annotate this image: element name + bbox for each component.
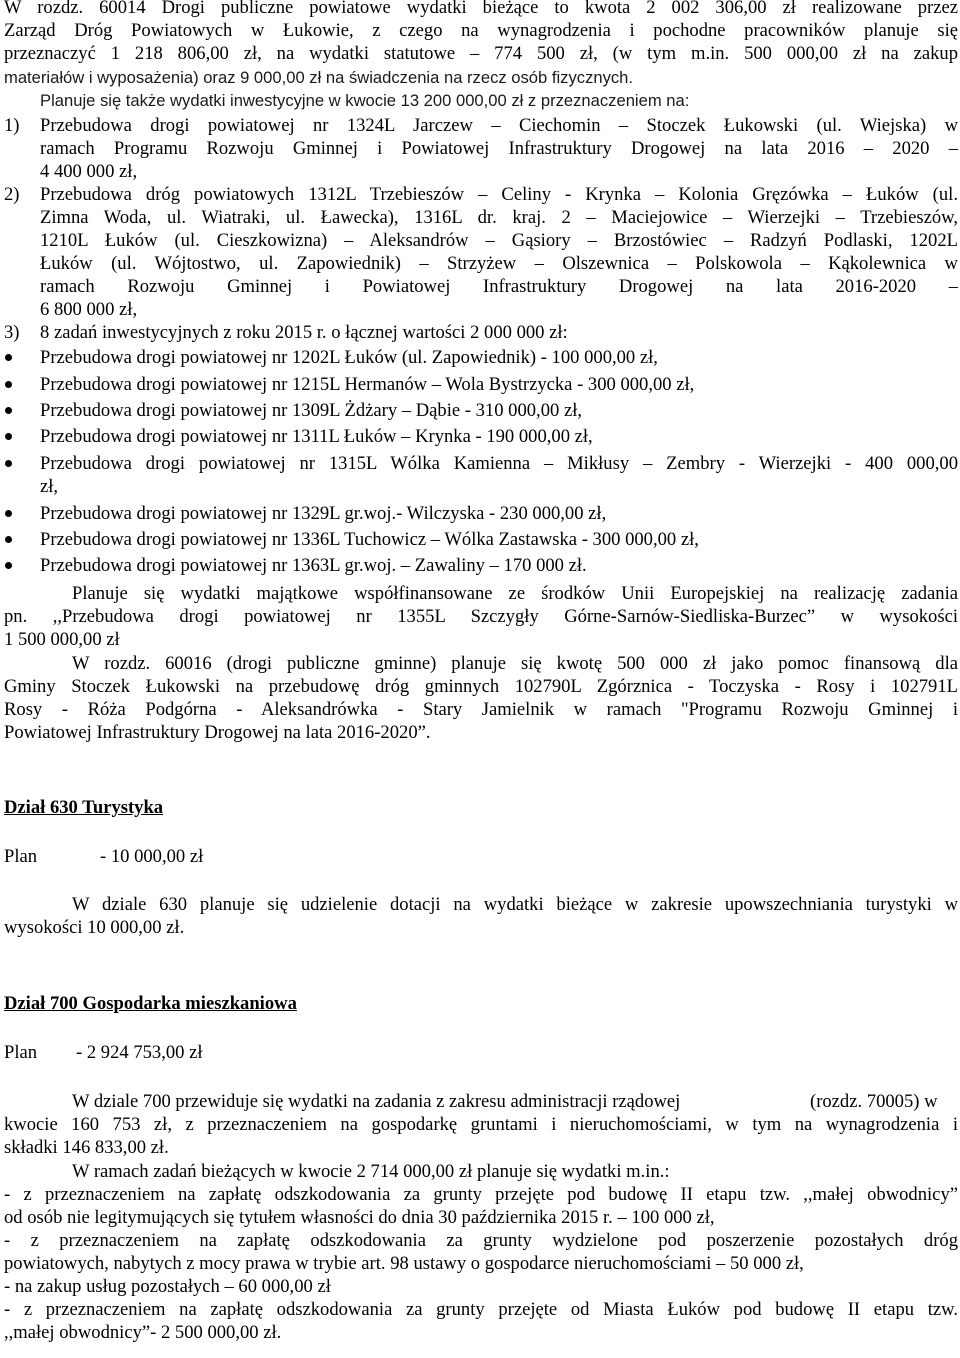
rozdz-60016-line-3: Rosy - Róża Podgórna - Aleksandrówka - Stary Jamielnik w ramach "Programu Rozwoju Gminnej i — [4, 699, 958, 720]
item-2-line-3: 1210L Łuków (ul. Cieszkowizna) – Aleksandrów – Gąsiory – Brzostówiec – Radzyń Podlaski, 1202L — [40, 230, 958, 251]
dash-item-1-line-2: od osób nie legitymujących się tytułem własności do dnia 30 października 2015 r. – 100 000 zł, — [4, 1207, 715, 1228]
bullet-dot-icon — [5, 354, 12, 361]
bullet-text: Przebudowa drogi powiatowej nr 1309L Żdżary – Dąbie - 310 000,00 zł, — [40, 400, 583, 421]
rozdz-60016-line-2: Gminy Stoczek Łukowski na przebudowę dróg gminnych 102790L Zgórznica - Toczyska - Rosy i 102791L — [4, 676, 958, 697]
eu-paragraph-line-2: pn. ,,Przebudowa drogi powiatowej nr 1355L Szczygły Górne-Sarnów-Siedliska-Burzec” w wysokości — [4, 606, 958, 627]
dash-item-4-line-1: - z przeznaczeniem na zapłatę odszkodowania za grunty przejęte od Miasta Łuków pod budowę II etapu tzw. — [4, 1299, 958, 1320]
investment-intro: Planuje się także wydatki inwestycyjne w kwocie 13 200 000,00 zł z przeznaczeniem na: — [40, 91, 690, 110]
rozdz-60016-line-4: Powiatowej Infrastruktury Drogowej na lata 2016-2020”. — [4, 722, 431, 743]
bullet-text: Przebudowa drogi powiatowej nr 1363L gr.woj. – Zawaliny – 170 000 zł. — [40, 555, 587, 576]
section-630-body-line-2: wysokości 10 000,00 zł. — [4, 917, 185, 938]
section-630-body-line-1: W dziale 630 planuje się udzielenie dotacji na wydatki bieżące w zakresie upowszechniania turystyki w — [72, 894, 958, 915]
dash-item-2-line-2: powiatowych, nabytych z mocy prawa w trybie art. 98 ustawy o gospodarce nieruchomościami – 50 000 zł, — [4, 1253, 804, 1274]
bullet-text: Przebudowa drogi powiatowej nr 1336L Tuchowicz – Wólka Zastawska - 300 000,00 zł, — [40, 529, 699, 550]
item-2-number: 2) — [4, 184, 20, 205]
paragraph-60014-line-3: przeznaczyć 1 218 806,00 zł, na wydatki statutowe – 774 500 zł, (w tym m.in. 500 000,00 zł na zakup — [4, 43, 958, 64]
item-2-line-1: Przebudowa dróg powiatowych 1312L Trzebieszów – Celiny - Krynka – Kolonia Gręzówka – Łuków (ul. — [40, 184, 958, 205]
item-2-line-2: Zimna Woda, ul. Wiatraki, ul. Ławecka), 1316L dr. kraj. 2 – Maciejowice – Wierzejki – Trzebieszów, — [40, 207, 958, 228]
dash-item-4-line-2: ,,małej obwodnicy”- 2 500 000,00 zł. — [4, 1322, 282, 1343]
bullet-text: Przebudowa drogi powiatowej nr 1329L gr.woj.- Wilczyska - 230 000,00 zł, — [40, 503, 607, 524]
paragraph-60014-line-1: W rozdz. 60014 Drogi publiczne powiatowe wydatki bieżące to kwota 2 002 306,00 zł realizowane przez — [4, 0, 958, 18]
dash-item-2-line-1: - z przeznaczeniem na zapłatę odszkodowania za grunty wydzielone pod poszerzenie pozostałych dróg — [4, 1230, 958, 1251]
eu-paragraph-line-1: Planuje się wydatki majątkowe współfinansowane ze środków Unii Europejskiej na realizację zadania — [72, 583, 958, 604]
section-630-heading: Dział 630 Turystyka — [4, 797, 164, 818]
bullet-dot-icon — [5, 536, 12, 543]
item-1-line-3: 4 400 000 zł, — [40, 161, 138, 182]
item-1-number: 1) — [4, 115, 20, 136]
section-630-plan-label: Plan — [4, 846, 38, 867]
bullet-text: Przebudowa drogi powiatowej nr 1202L Łuków (ul. Zapowiednik) - 100 000,00 zł, — [40, 347, 658, 368]
paragraph-60014-line-2: Zarząd Dróg Powiatowych w Łukowie, z czego na wynagrodzenia i pochodne pracowników planuje się — [4, 20, 958, 41]
item-2-line-4: Łuków (ul. Wójtostwo, ul. Zapowiednik) – Strzyżew – Olszewnica – Polskowola – Kąkolewnica w — [40, 253, 958, 274]
section-700-heading: Dział 700 Gospodarka mieszkaniowa — [4, 993, 297, 1014]
section-700-p1-line-2: kwocie 160 753 zł, z przeznaczeniem na gospodarkę gruntami i nieruchomościami, w tym na wynagrodzenia i — [4, 1114, 958, 1135]
rozdz-60016-line-1: W rozdz. 60016 (drogi publiczne gminne) planuje się kwotę 500 000 zł jako pomoc finansową dla — [72, 653, 958, 674]
eu-paragraph-line-3: 1 500 000,00 zł — [4, 629, 120, 650]
section-700-p1-start: W dziale 700 przewiduje się wydatki na zadania z zakresu administracji rządowej — [72, 1091, 681, 1112]
bullet-dot-icon — [5, 433, 12, 440]
item-1-line-2: ramach Programu Rozwoju Gminnej i Powiatowej Infrastruktury Drogowej na lata 2016 – 2020 – — [40, 138, 958, 159]
dash-item-3-line-1: - na zakup usług pozostałych – 60 000,00 zł — [4, 1276, 331, 1297]
bullet-text: Przebudowa drogi powiatowej nr 1315L Wólka Kamienna – Mikłusy – Zembry - Wierzejki - 400 000,00 — [40, 453, 958, 474]
item-2-line-6: 6 800 000 zł, — [40, 299, 138, 320]
item-3-text: 8 zadań inwestycyjnych z roku 2015 r. o łącznej wartości 2 000 000 zł: — [40, 322, 568, 343]
bullet-dot-icon — [5, 407, 12, 414]
paragraph-60014-line-4: materiałów i wyposażenia) oraz 9 000,00 zł na świadczenia na rzecz osób fizycznych. — [4, 68, 634, 87]
bullet-dot-icon — [5, 562, 12, 569]
section-700-plan-label: Plan — [4, 1042, 38, 1063]
section-700-p1-line-3: składki 146 833,00 zł. — [4, 1137, 169, 1158]
item-1-line-1: Przebudowa drogi powiatowej nr 1324L Jarczew – Ciechomin – Stoczek Łukowski (ul. Wiejska) w — [40, 115, 958, 136]
item-3-number: 3) — [4, 322, 20, 343]
section-700-p2: W ramach zadań bieżących w kwocie 2 714 000,00 zł planuje się wydatki m.in.: — [72, 1161, 670, 1182]
section-630-plan-value: - 10 000,00 zł — [100, 846, 204, 867]
dash-item-1-line-1: - z przeznaczeniem na zapłatę odszkodowania za grunty przejęte pod budowę II etapu tzw. ,,małej obwodnicy” — [4, 1184, 958, 1205]
section-700-plan-value: - 2 924 753,00 zł — [76, 1042, 203, 1063]
item-2-line-5: ramach Rozwoju Gminnej i Powiatowej Infrastruktury Drogowej na lata 2016-2020 – — [40, 276, 958, 297]
bullet-dot-icon — [5, 381, 12, 388]
bullet-dot-icon — [5, 460, 12, 467]
bullet-dot-icon — [5, 510, 12, 517]
bullet-text-continued: zł, — [40, 476, 59, 497]
bullet-text: Przebudowa drogi powiatowej nr 1311L Łuków – Krynka - 190 000,00 zł, — [40, 426, 593, 447]
section-700-p1-rozdz: (rozdz. 70005) w — [810, 1091, 938, 1112]
bullet-text: Przebudowa drogi powiatowej nr 1215L Hermanów – Wola Bystrzycka - 300 000,00 zł, — [40, 374, 695, 395]
